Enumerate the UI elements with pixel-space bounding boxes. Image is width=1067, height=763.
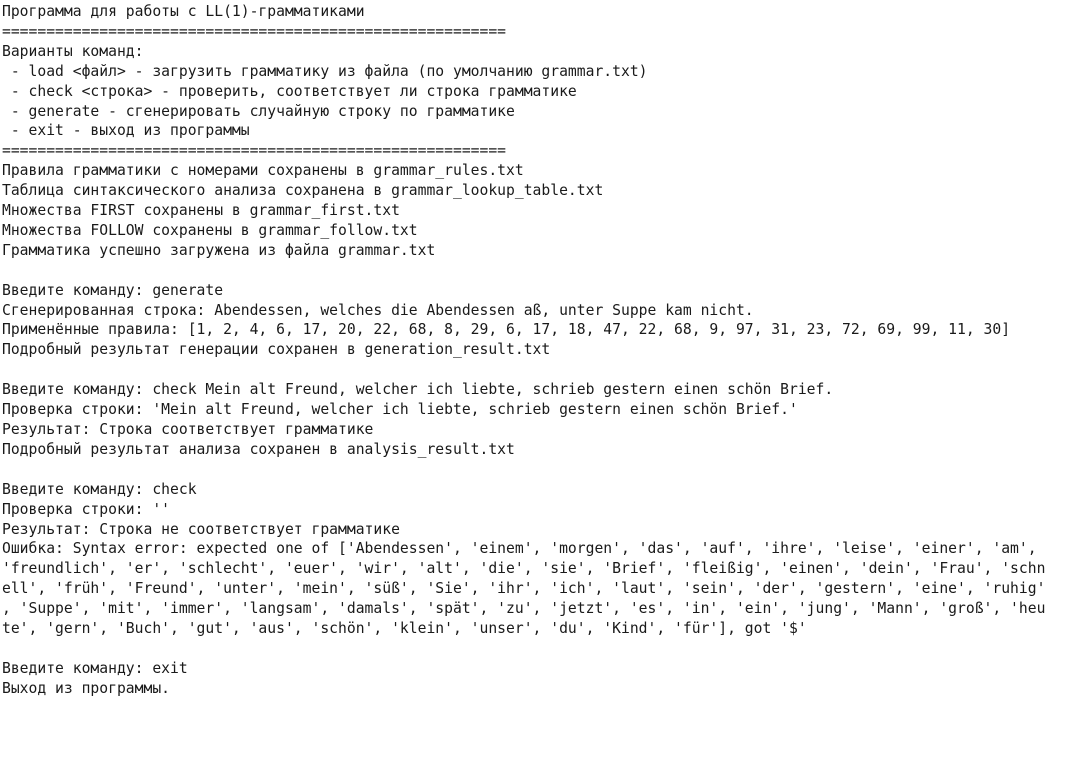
terminal-line: Ошибка: Syntax error: expected one of ['Abendessen', 'einem', 'morgen', 'das', 'auf', 'ihre', 'leise', 'einer', 'am',: [2, 540, 1037, 558]
terminal-line: , 'Suppe', 'mit', 'immer', 'langsam', 'damals', 'spät', 'zu', 'jetzt', 'es', 'in', 'ein', 'jung', 'Mann', 'groß', 'heu: [2, 600, 1046, 618]
terminal-line: Введите команду: exit: [2, 659, 188, 677]
terminal-line: Результат: Строка соответствует грамматике: [2, 421, 374, 438]
terminal-line: Грамматика успешно загружена из файла grammar.txt: [2, 241, 436, 259]
terminal-line: [2, 261, 1067, 281]
terminal-line: Подробный результат анализа сохранен в analysis_result.txt: [2, 440, 515, 458]
terminal-line: Множества FIRST сохранены в grammar_first.txt: [2, 202, 400, 220]
terminal-line: Подробный результат генерации сохранен в generation_result.txt: [2, 341, 551, 359]
terminal-line: Варианты команд:: [2, 42, 144, 60]
terminal-line: te', 'gern', 'Buch', 'gut', 'aus', 'schön', 'klein', 'unser', 'du', 'Kind', 'für'], got '$': [2, 620, 807, 638]
terminal-line: Введите команду: check Mein alt Freund, welcher ich liebte, schrieb gestern einen schön Brief.: [2, 381, 834, 399]
terminal-line: Введите команду: generate: [2, 281, 224, 299]
terminal-line: - exit - выход из программы: [2, 122, 250, 140]
terminal-line: Результат: Строка не соответствует грамматике: [2, 520, 400, 538]
terminal-line: - load <файл> - загрузить грамматику из файла (по умолчанию grammar.txt): [2, 62, 648, 80]
terminal-line: Правила грамматики с номерами сохранены в grammar_rules.txt: [2, 162, 524, 180]
terminal-line: [2, 639, 1067, 659]
terminal-line: - generate - сгенерировать случайную строку по грамматике: [2, 102, 515, 120]
terminal-line: Введите команду: check: [2, 480, 197, 498]
terminal-line: Применённые правила: [1, 2, 4, 6, 17, 20, 22, 68, 8, 29, 6, 17, 18, 47, 22, 68, 9, 97, 31, 23, 72, 69, 99, 11, 30]: [2, 321, 1011, 339]
terminal-line: Выход из программы.: [2, 679, 171, 697]
terminal-line: Сгенерированная строка: Abendessen, welches die Abendessen aß, unter Suppe kam nicht.: [2, 301, 754, 319]
terminal-line: =========================================================: [2, 142, 507, 160]
terminal-line: 'freundlich', 'er', 'schlecht', 'euer', 'wir', 'alt', 'die', 'sie', 'Brief', 'fleißig', 'einen', 'dein', 'Frau', 'schn: [2, 560, 1046, 578]
terminal-line: Множества FOLLOW сохранены в grammar_follow.txt: [2, 221, 418, 239]
terminal-line: Таблица синтаксического анализа сохранена в grammar_lookup_table.txt: [2, 182, 604, 200]
terminal-line: [2, 360, 1067, 380]
terminal-line: [2, 460, 1067, 480]
terminal-line: ell', 'früh', 'Freund', 'unter', 'mein', 'süß', 'Sie', 'ihr', 'ich', 'laut', 'sein', 'der', 'gestern', 'eine', 'ruhig': [2, 580, 1046, 598]
terminal-line: =========================================================: [2, 22, 507, 40]
terminal-line: Проверка строки: 'Mein alt Freund, welcher ich liebte, schrieb gestern einen schön Brief.': [2, 401, 798, 419]
terminal-line: - check <строка> - проверить, соответствует ли строка грамматике: [2, 82, 577, 100]
terminal-line: Программа для работы с LL(1)-грамматиками: [2, 3, 365, 20]
terminal-line: Проверка строки: '': [2, 500, 171, 518]
